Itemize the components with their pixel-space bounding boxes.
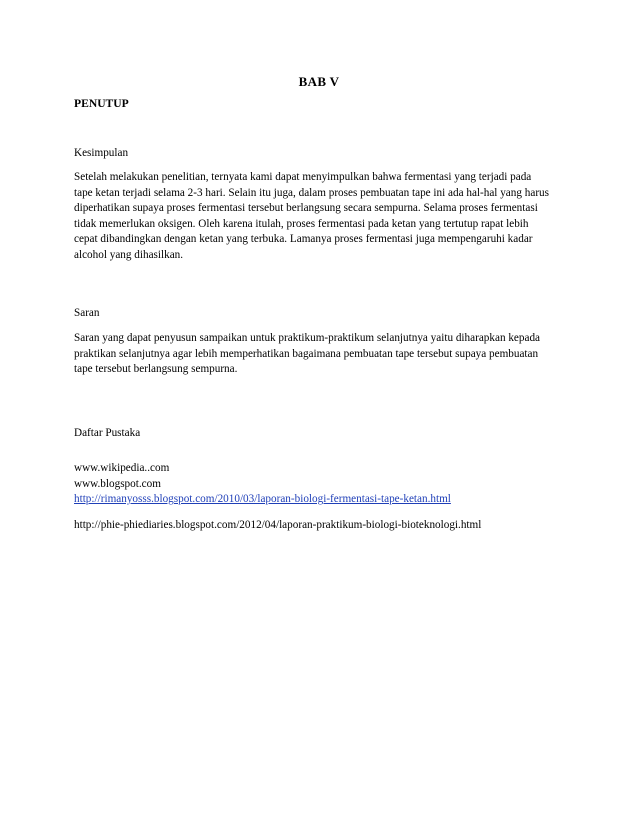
paragraph-line: tidak memerlukan oksigen. Oleh karena itulah, proses fermentasi pada ketan yang tertutup rapat lebih xyxy=(74,217,529,230)
paragraph-line: tape tersebut berlangsung sempurna. xyxy=(74,363,238,376)
paragraph-line: praktikan selanjutnya agar lebih memperhatikan bagaimana pembuatan tape tersebut supaya pembuatan xyxy=(74,347,539,360)
chapter-heading: BAB V xyxy=(298,74,340,89)
section-title: PENUTUP xyxy=(74,97,129,110)
reference-item: www.wikipedia..com xyxy=(74,462,170,474)
paragraph-line: diperhatikan supaya proses fermentasi tersebut berlangsung secara sempurna. Selama proses fermentasi xyxy=(74,202,538,215)
daftar-pustaka-heading: Daftar Pustaka xyxy=(74,427,141,439)
reference-list xyxy=(74,461,574,508)
reference-link[interactable]: http://rimanyosss.blogspot.com/2010/03/laporan-biologi-fermentasi-tape-ketan.html xyxy=(74,493,451,506)
reference-item: www.blogspot.com xyxy=(74,477,161,490)
paragraph-line: Setelah melakukan penelitian, ternyata kami dapat menyimpulkan bahwa fermentasi yang terjadi pada xyxy=(74,171,532,183)
paragraph-line: Saran yang dapat penyusun sampaikan untuk praktikum-praktikum selanjutnya yaitu diharapkan kepada xyxy=(74,332,541,344)
kesimpulan-heading: Kesimpulan xyxy=(74,147,129,159)
reference-item: http://phie-phiediaries.blogspot.com/2012/04/laporan-praktikum-biologi-bioteknologi.html xyxy=(74,519,482,531)
saran-heading: Saran xyxy=(74,307,100,319)
paragraph-line: tape ketan terjadi selama 2-3 hari. Selain itu juga, dalam proses pembuatan tape ini ada hal-hal yang harus xyxy=(74,186,549,199)
paragraph-line: alcohol yang dihasilkan. xyxy=(74,248,184,261)
saran-paragraph xyxy=(74,331,574,378)
kesimpulan-paragraph xyxy=(74,170,574,264)
paragraph-line: cepat dibandingkan dengan ketan yang terbuka. Lamanya proses fermentasi juga mempengaruhi kadar xyxy=(74,233,533,246)
